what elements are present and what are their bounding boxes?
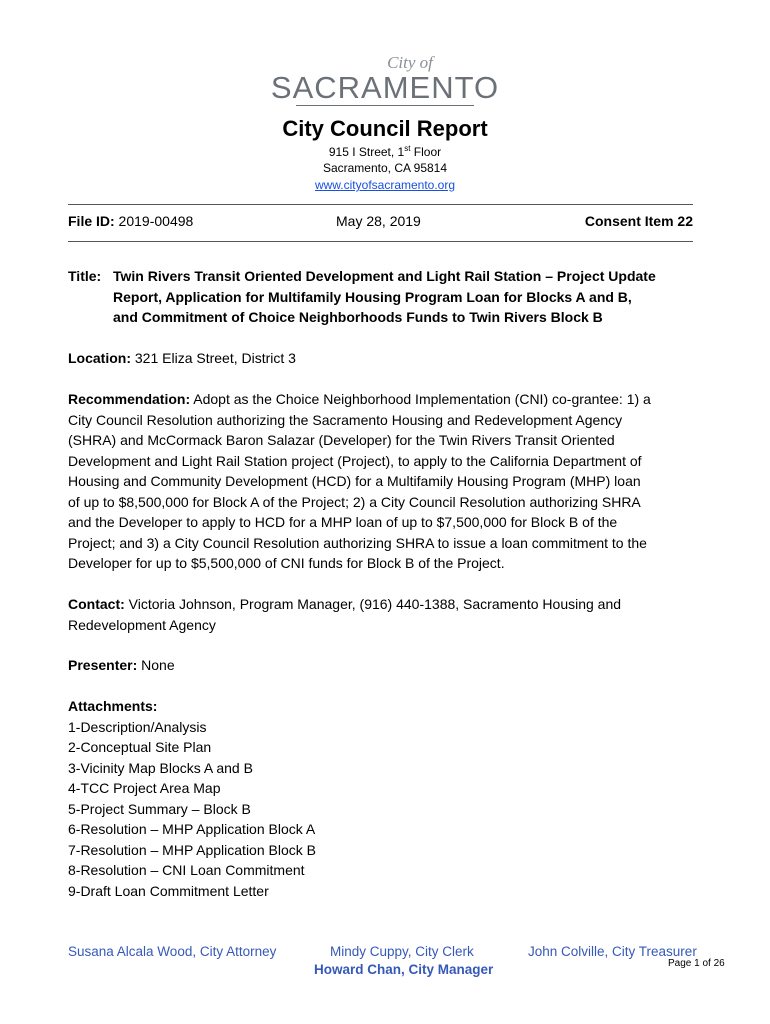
contact: Contact: Victoria Johnson, Program Manager, (916) 440-1388, Sacramento Housing and Redevelopment Agency bbox=[68, 596, 622, 633]
attachment-item: 7-Resolution – MHP Application Block B bbox=[68, 841, 316, 858]
attachment-item: 3-Vicinity Map Blocks A and B bbox=[68, 759, 253, 776]
footer-city-treasurer: John Colville, City Treasurer bbox=[528, 944, 697, 959]
attachment-item: 2-Conceptual Site Plan bbox=[68, 739, 212, 755]
attachment-item: 5-Project Summary – Block B bbox=[68, 800, 251, 817]
logo-underline bbox=[296, 105, 474, 106]
website-link[interactable]: www.cityofsacramento.org bbox=[314, 178, 456, 192]
footer-city-attorney: Susana Alcala Wood, City Attorney bbox=[68, 944, 277, 959]
title-label: Title: bbox=[68, 268, 102, 284]
attachment-item: 1-Description/Analysis bbox=[68, 718, 207, 735]
footer-city-clerk: Mindy Cuppy, City Clerk bbox=[330, 944, 474, 959]
logo-city-of: City of bbox=[387, 53, 433, 72]
attachments-label: Attachments: bbox=[68, 698, 158, 714]
recommendation-label: Recommendation: bbox=[68, 391, 191, 407]
contact-label: Contact: bbox=[68, 596, 125, 612]
page-number: Page 1 of 26 bbox=[668, 958, 725, 969]
location: Location: 321 Eliza Street, District 3 bbox=[68, 350, 296, 366]
meeting-date: May 28, 2019 bbox=[336, 213, 421, 229]
divider-top bbox=[68, 204, 693, 205]
attachment-item: 9-Draft Loan Commitment Letter bbox=[68, 882, 269, 899]
attachment-item: 6-Resolution – MHP Application Block A bbox=[68, 821, 316, 837]
address-city: Sacramento, CA 95814 bbox=[322, 161, 448, 175]
attachments bbox=[68, 696, 696, 901]
title-line: Twin Rivers Transit Oriented Development and Light Rail Station – Project Update bbox=[113, 268, 656, 284]
address-street: 915 I Street, 1st Floor bbox=[328, 144, 442, 159]
report-subject bbox=[68, 266, 696, 328]
logo-sacramento: SACRAMENTO bbox=[270, 70, 500, 105]
title-line: and Commitment of Choice Neighborhoods Funds to Twin Rivers Block B bbox=[113, 309, 603, 325]
divider-bottom bbox=[68, 241, 693, 242]
file-id: File ID: 2019-00498 bbox=[68, 213, 194, 229]
website-container bbox=[0, 178, 770, 192]
attachments-list bbox=[68, 717, 696, 902]
attachment-item: 8-Resolution – CNI Loan Commitment bbox=[68, 862, 305, 878]
presenter: Presenter: None bbox=[68, 657, 175, 673]
city-logo bbox=[0, 54, 770, 106]
attachment-item: 4-TCC Project Area Map bbox=[68, 780, 221, 796]
recommendation: Recommendation: Adopt as the Choice Neighborhood Implementation (CNI) co-grantee: 1) a City Council Resolution authorizing the Sacramento Housing and Redevelopment Agency (SHRA) and McCormack Baron Salazar (Developer) for the Twin Rivers Transit Oriented Development and Light Rail Station project (Project), to apply to the California Department of Housing and Community Development (HCD) for a Multifamily Housing Program (MHP) loan of up to $8,500,000 for Block A of the Project; 2) a City Council Resolution authorizing SHRA and the Developer to apply to HCD for a MHP loan of up to $7,500,000 for Block B of the Project; and 3) a City Council Resolution authorizing SHRA to issue a loan commitment to the Developer for up to $5,500,000 of CNI funds for Block B of the Project. bbox=[68, 391, 651, 571]
title-line: Report, Application for Multifamily Housing Program Loan for Blocks A and B, bbox=[113, 288, 632, 305]
consent-item: Consent Item 22 bbox=[584, 213, 693, 229]
report-title: City Council Report bbox=[282, 116, 488, 141]
footer-city-manager: Howard Chan, City Manager bbox=[314, 962, 494, 977]
